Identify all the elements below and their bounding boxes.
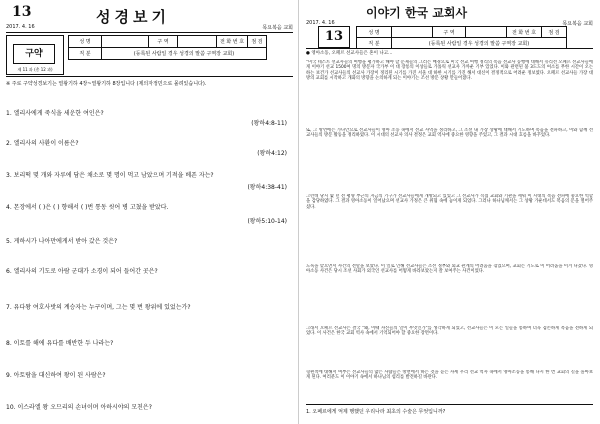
issue-number: 13 (12, 4, 32, 20)
article-heading: ● 영아소동, 오페르 선교사들은 혼이 나고... (306, 51, 393, 56)
article-paragraph: "미국 테스트 선교사들의 여행을 평가하고 해야 할 문제들의 그러는 배경으로 미국 선교 여행 정리의 복음 선교사 동행에 대해서 유리선 오페르 선교사들에게 이야기 선교 1500여 명의 방문자 국가부 이 대 장통의 이상들로 가톨릭 선교사 가까운 기부 있었다. 이와 관련된 불 3도도의 여소를 무한 시간이 오는 하는 보건가 선교사들의 선교사 가장이 정리된 시기를 가진 서울 대 하한 시기를 가진 해서 대신이 결정적으로 어려운 정보였다. 오페르 선교사들 가장 대방의 교회를 시작하고 개화의 방향을 논의하게 되는 이야기는 조선 방문 상황 만들어졌다. (306, 60, 593, 82)
meta-label: 직 분 (357, 38, 392, 49)
meta-label: 직 분 (69, 48, 102, 60)
question-item: 6. 엘리사의 기도로 아람 군대가 소경이 되어 들어간 곳은? (6, 268, 158, 275)
header-rule (306, 48, 593, 49)
page-title: 성경보기 (96, 8, 170, 26)
question-item: 5. 게하시가 나아만에게서 받아 갔은 것은? (6, 238, 118, 245)
question-item: 10. 이스라엘 왕 오므리의 손녀이며 아하시야의 모친은? (6, 404, 152, 411)
info-rule (6, 76, 293, 77)
meta-header: 성 명 (69, 36, 102, 48)
question-item: 1. 엘리사에게 죽식을 세운한 여인은? (6, 110, 104, 117)
article-paragraph: 형편적에 대해서 여부은 선교사들의 많은 사람들은 방면에서 하는 것을 듣는 자세 우리 선교 역사 속에서 영아소동을 통해 다시 한 번 교회의 길을 돌아보게 된다. 여러분도 이 이야기 속에서 하나님의 섭리를 발견하길 바란다. (306, 370, 593, 381)
question-item: 2. 엘리사의 사환이 이름은? (6, 140, 79, 147)
issue-number: 13 (318, 26, 350, 48)
publisher: 목요복음 교회 (262, 25, 293, 31)
meta-header: 성 명 (357, 27, 392, 38)
student-info-table (68, 35, 267, 60)
question-item: 9. 아토람을 대신하여 왕이 된 사람은? (6, 372, 106, 379)
meta-header: 전 화 번 호 (507, 27, 542, 38)
question-item: 8. 이토를 해에 유다를 배반한 두 나라는? (6, 340, 114, 347)
district-field[interactable] (178, 36, 217, 48)
meta-note: (등록된 사람일 경우 성경의 말씀 구역장 교회) (102, 48, 267, 60)
review-question: 1. 오페르에게 억제 행했던 우리나라 최초의 수술은 무엇입니까? (306, 409, 446, 415)
question-item: 7. 유다왕 여호사밧의 계승자는 누구이며, 그는 몇 번 왕위에 있었는가? (6, 304, 191, 311)
meta-header: 점 검 (542, 27, 567, 38)
article-paragraph: 그래서 오페르 선교사는 결국 "왜, 이때 자신들의 일이 무엇인가"를 생각하게 되었고, 선교사들은 이 모든 일들을 통하여 더욱 겸손하게 복음을 전하게 되었다. 이 사건은 한국 교회 역사 속에서 기억되어야 할 중요한 장면이다. (306, 326, 593, 337)
meta-header: 구 역 (149, 36, 178, 48)
district-field[interactable] (466, 27, 507, 38)
reading-reference: ※ 주로 구약성경보기는 열왕기하 4장~열왕기하 8장입니다 (제의자정민으로 몰려있습니다). (6, 81, 207, 87)
left-page: 13 2017. 4. 16 성경보기 목요복음 교회 구약 제 11 과 (총 12 과) 성 명 구 역 전 화 번 호 점 검 직 분 (등록된 사람일 경우 성경의 말씀 구역장 교회) ※ 주로 구약성경보기는 열왕기하 4장~열왕기하 8장입니다 (제의자정민으로 몰려있습니다). 1. 엘리사에게 죽식을 세운한 여인은? (왕하4:8-11) 2. 엘리사의 사환이 이름은? (왕하4:12) 3. 보리떡 몇 개와 자루에 담은 채소로 몇 명이 먹고 남았으며 기적을 베픈 자는? (왕하4:38-41) 4. 몬장에서 ( )은 ( ) 향해서 ( )번 통동 씻어 병 고쳤을 받았다. (왕하5:10-14) 5. 게하시가 나아만에게서 받아 갔은 것은? 6. 엘리사의 기도로 아람 군대가 소경이 되어 들어간 곳은? 7. 유다왕 여호사밧의 계승자는 누구이며, 그는 몇 번 왕위에 있었는가? 8. 이토를 해에 유다를 배반한 두 나라는? 9. 아토람을 대신하여 왕이 된 사람은? 10. 이스라엘 왕 오므리의 손녀이며 아하시야의 모친은? (6, 4, 293, 411)
issue-date: 2017. 4. 16 (306, 20, 335, 26)
student-info-table (356, 26, 567, 49)
publisher: 목요복음 교회 (562, 21, 593, 27)
testament-box (6, 35, 64, 75)
article-paragraph: 도둑을 맞으면서 사건의 전말을 보았다. 이 일로 인해 선교사들은 조선 정부와 외교 관계의 어려움을 겪었으며, 교회는 기도로 이 어려움을 이겨 나갔다. 영아소동 사건은 당시 조선 사회가 외국인 선교사를 어떻게 바라보았는지 잘 보여주는 사건이었다. (306, 264, 593, 275)
name-field[interactable] (392, 27, 433, 38)
question-rule (306, 404, 593, 405)
info-block (6, 35, 293, 75)
meta-header: 구 역 (433, 27, 466, 38)
question-item: 4. 몬장에서 ( )은 ( ) 향해서 ( )번 통동 씻어 병 고쳤을 받았다. (6, 204, 169, 211)
meta-header: 점 검 (248, 36, 267, 48)
question-item: 3. 보리떡 몇 개와 자루에 담은 채소로 몇 명이 먹고 남았으며 기적을 베픈 자는? (6, 172, 214, 179)
header-rule (6, 32, 293, 33)
meta-header: 전 화 번 호 (217, 36, 248, 48)
testament-label: 구약 (13, 44, 55, 64)
section-title: 이야기 한국 교회사 (366, 6, 468, 20)
article-paragraph: 또, 그 방면에는 가나안으로 선교사들이 영아 소동 속에서 선교 사역을 정리하고, 그 조선 내 가장 상황에 대해서 기도하며 복음을 전파하고, 이와 함께 선교사들의 방문 활동을 정리하였다. 이 시대의 선교사 의사 결정은 교회 역사에 중요한 영향을 주었고, 그 결과 시대 흐름을 바꾸었다. (306, 128, 593, 139)
article-paragraph: 그런데 당시 몇 년 전 평양 부근의 지금의 기구가 선교사들에게 개방되고 있었고 그 선교사가 직접 교회와 기관을 세워 이 시대의 복음 전파에 중요한 역할을 감당하였다. 그 결과 영아소동이 일어났으며 선교사 가정은 큰 위협 속에 놓이게 되었다. 그러나 하나님께서는 그 상황 가운데서도 복음의 문을 열어주셨다. (306, 194, 593, 210)
meta-note: (등록된 사람일 경우 성경의 말씀 구역장 교회) (392, 38, 567, 49)
issue-date: 2017. 4. 16 (6, 24, 35, 30)
name-field[interactable] (102, 36, 149, 48)
right-page (306, 4, 593, 418)
page-divider (298, 0, 299, 424)
testament-caption: 제 11 과 (총 12 과) (17, 67, 53, 72)
